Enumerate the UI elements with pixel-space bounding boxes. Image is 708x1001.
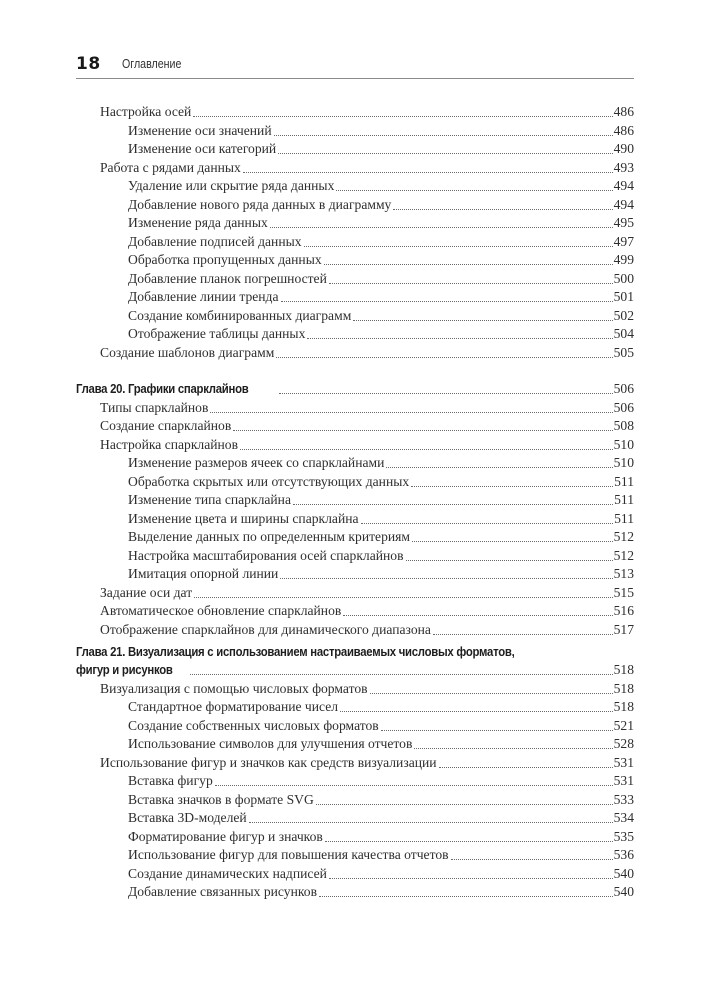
entry-title: Имитация опорной линии bbox=[128, 566, 279, 581]
entry-title: Изменение размеров ячеек со спарклайнами bbox=[128, 455, 385, 470]
page-number-ref: 495 bbox=[613, 215, 634, 230]
dot-leader bbox=[215, 785, 613, 786]
page-number-ref: 515 bbox=[613, 585, 634, 600]
entry-title: Стандартное форматирование чисел bbox=[128, 699, 339, 714]
page-number-ref: 486 bbox=[613, 123, 634, 138]
entry-title: Настройка спарклайнов bbox=[100, 437, 239, 452]
dot-leader bbox=[304, 246, 613, 247]
entry-title: фигур и рисунков bbox=[76, 662, 173, 677]
page-number-ref: 501 bbox=[613, 289, 634, 304]
dot-leader bbox=[276, 357, 612, 358]
page-number-ref: 497 bbox=[613, 234, 634, 249]
page-number: 18 bbox=[76, 54, 101, 74]
dot-leader bbox=[324, 264, 613, 265]
page-number-ref: 540 bbox=[613, 866, 634, 881]
dot-leader bbox=[319, 896, 613, 897]
toc-entry[interactable] bbox=[128, 772, 634, 790]
toc-entry[interactable] bbox=[128, 809, 634, 827]
page-number-ref: 540 bbox=[613, 884, 634, 899]
toc-entry[interactable] bbox=[100, 417, 634, 435]
dot-leader bbox=[340, 711, 613, 712]
page-number-ref: 502 bbox=[613, 308, 634, 323]
entry-title: Вставка 3D-моделей bbox=[128, 810, 247, 825]
toc-entry[interactable] bbox=[128, 883, 634, 901]
toc-entry[interactable] bbox=[128, 177, 634, 195]
page-number-ref: 531 bbox=[613, 755, 634, 770]
running-title: Оглавление bbox=[122, 56, 182, 71]
dot-leader bbox=[329, 283, 613, 284]
toc-entry[interactable] bbox=[100, 602, 634, 620]
toc-entry[interactable] bbox=[128, 251, 634, 269]
page-number-ref: 516 bbox=[613, 603, 634, 618]
page-number-ref: 494 bbox=[613, 197, 634, 212]
entry-title: Добавление линии тренда bbox=[128, 289, 279, 304]
toc-entry[interactable] bbox=[128, 510, 634, 528]
chapter-title-line: Глава 21. Визуализация с использованием настраиваемых числовых форматов, bbox=[76, 644, 515, 659]
entry-title: Работа с рядами данных bbox=[100, 160, 241, 175]
page-number-ref: 493 bbox=[613, 160, 634, 175]
dot-leader bbox=[194, 597, 612, 598]
page-number-ref: 521 bbox=[613, 718, 634, 733]
toc-entry[interactable] bbox=[128, 140, 634, 158]
dot-leader bbox=[193, 116, 612, 117]
dot-leader bbox=[270, 227, 613, 228]
page-number-ref: 504 bbox=[613, 326, 634, 341]
toc-entry[interactable] bbox=[100, 159, 634, 177]
page-number-ref: 510 bbox=[613, 437, 634, 452]
entry-title: Изменение цвета и ширины спарклайна bbox=[128, 511, 359, 526]
dot-leader bbox=[210, 412, 612, 413]
dot-leader bbox=[412, 541, 613, 542]
dot-leader bbox=[281, 301, 613, 302]
dot-leader bbox=[381, 730, 613, 731]
dot-leader bbox=[433, 634, 613, 635]
toc-entry[interactable] bbox=[128, 528, 634, 546]
dot-leader bbox=[386, 467, 612, 468]
dot-leader bbox=[414, 748, 612, 749]
toc-entry[interactable] bbox=[100, 680, 634, 698]
dot-leader bbox=[343, 615, 612, 616]
dot-leader bbox=[307, 338, 612, 339]
dot-leader bbox=[406, 560, 613, 561]
page-number-ref: 490 bbox=[613, 141, 634, 156]
entry-title: Задание оси дат bbox=[100, 585, 193, 600]
entry-title: Создание динамических надписей bbox=[128, 866, 327, 881]
entry-title: Обработка скрытых или отсутствующих данных bbox=[128, 474, 410, 489]
toc-entry[interactable] bbox=[128, 698, 634, 716]
toc-entry[interactable] bbox=[128, 828, 634, 846]
page-number-ref: 518 bbox=[613, 699, 634, 714]
page-number-ref: 505 bbox=[613, 345, 634, 360]
page-number-ref: 518 bbox=[613, 681, 634, 696]
toc-entry[interactable] bbox=[100, 621, 634, 639]
dot-leader bbox=[278, 153, 612, 154]
dot-leader bbox=[353, 320, 612, 321]
entry-title: Настройка осей bbox=[100, 104, 192, 119]
entry-title: Вставка значков в формате SVG bbox=[128, 792, 314, 807]
page-number-ref: 513 bbox=[613, 566, 634, 581]
entry-title: Добавление планок погрешностей bbox=[128, 271, 327, 286]
entry-title: Добавление подписей данных bbox=[128, 234, 302, 249]
toc-entry[interactable] bbox=[100, 436, 634, 454]
dot-leader bbox=[279, 393, 613, 394]
entry-title: Отображение спарклайнов для динамического диапазона bbox=[100, 622, 431, 637]
entry-title: Визуализация с помощью числовых форматов bbox=[100, 681, 368, 696]
entry-title: Использование фигур для повышения качества отчетов bbox=[128, 847, 449, 862]
page-number-ref: 536 bbox=[613, 847, 634, 862]
dot-leader bbox=[393, 209, 612, 210]
entry-title: Автоматическое обновление спарклайнов bbox=[100, 603, 342, 618]
toc-entry[interactable] bbox=[128, 846, 634, 864]
toc-entry[interactable] bbox=[100, 103, 634, 121]
dot-leader bbox=[329, 878, 613, 879]
toc-entry[interactable] bbox=[128, 307, 634, 325]
dot-leader bbox=[451, 859, 613, 860]
entry-title: Вставка фигур bbox=[128, 773, 213, 788]
dot-leader bbox=[316, 804, 613, 805]
entry-title: Отображение таблицы данных bbox=[128, 326, 306, 341]
toc-entry[interactable] bbox=[128, 491, 634, 509]
dot-leader bbox=[293, 504, 613, 505]
entry-title: Удаление или скрытие ряда данных bbox=[128, 178, 335, 193]
dot-leader bbox=[274, 135, 613, 136]
toc-entry[interactable] bbox=[128, 547, 634, 565]
entry-title: Типы спарклайнов bbox=[100, 400, 209, 415]
header-rule bbox=[76, 78, 634, 79]
toc-entry[interactable] bbox=[100, 584, 634, 602]
entry-title: Настройка масштабирования осей спарклайнов bbox=[128, 548, 404, 563]
dot-leader bbox=[240, 449, 613, 450]
toc-chapter-entry[interactable] bbox=[76, 380, 634, 398]
toc-entry[interactable] bbox=[128, 288, 634, 306]
page-number-ref: 533 bbox=[613, 792, 634, 807]
page-number-ref: 510 bbox=[613, 455, 634, 470]
entry-title: Использование символов для улучшения отчетов bbox=[128, 736, 413, 751]
entry-title: Создание собственных числовых форматов bbox=[128, 718, 379, 733]
entry-title: Форматирование фигур и значков bbox=[128, 829, 323, 844]
page-number-ref: 494 bbox=[613, 178, 634, 193]
toc-entry[interactable] bbox=[128, 233, 634, 251]
entry-title: Изменение ряда данных bbox=[128, 215, 268, 230]
page-number-ref: 486 bbox=[613, 104, 634, 119]
page-number-ref: 531 bbox=[613, 773, 634, 788]
toc-entry[interactable] bbox=[128, 717, 634, 735]
entry-title: Глава 20. Графики спарклайнов bbox=[76, 381, 249, 396]
dot-leader bbox=[336, 190, 612, 191]
entry-title: Изменение типа спарклайна bbox=[128, 492, 291, 507]
entry-title: Добавление связанных рисунков bbox=[128, 884, 317, 899]
toc-entry[interactable] bbox=[128, 865, 634, 883]
entry-title: Изменение оси категорий bbox=[128, 141, 277, 156]
page-header bbox=[76, 50, 634, 78]
page-number-ref: 535 bbox=[613, 829, 634, 844]
page-number-ref: 517 bbox=[613, 622, 634, 637]
toc-chapter-entry[interactable] bbox=[76, 661, 634, 679]
entry-title: Создание шаблонов диаграмм bbox=[100, 345, 275, 360]
entry-title: Обработка пропущенных данных bbox=[128, 252, 322, 267]
page-number-ref: 511 bbox=[614, 492, 634, 507]
dot-leader bbox=[361, 523, 614, 524]
page-number-ref: 506 bbox=[613, 381, 634, 396]
page-number-ref: 511 bbox=[614, 511, 634, 526]
toc-entry[interactable] bbox=[100, 344, 634, 362]
dot-leader bbox=[243, 172, 613, 173]
toc-entry[interactable] bbox=[128, 270, 634, 288]
toc-entry[interactable] bbox=[100, 754, 634, 772]
dot-leader bbox=[370, 693, 613, 694]
entry-title: Использование фигур и значков как средств визуализации bbox=[100, 755, 437, 770]
toc-entry[interactable] bbox=[128, 565, 634, 583]
toc-entry[interactable] bbox=[128, 196, 634, 214]
entry-title: Изменение оси значений bbox=[128, 123, 272, 138]
dot-leader bbox=[439, 767, 613, 768]
dot-leader bbox=[249, 822, 613, 823]
page-number-ref: 518 bbox=[613, 662, 634, 677]
toc-entry[interactable] bbox=[128, 735, 634, 753]
page-number-ref: 506 bbox=[613, 400, 634, 415]
page-number-ref: 508 bbox=[613, 418, 634, 433]
toc-entry[interactable] bbox=[128, 454, 634, 472]
page-number-ref: 500 bbox=[613, 271, 634, 286]
dot-leader bbox=[190, 674, 612, 675]
toc-entry[interactable] bbox=[128, 791, 634, 809]
page-number-ref: 512 bbox=[613, 529, 634, 544]
toc-entry[interactable] bbox=[128, 473, 634, 491]
entry-title: Выделение данных по определенным критериям bbox=[128, 529, 410, 544]
dot-leader bbox=[233, 430, 612, 431]
page-number-ref: 528 bbox=[613, 736, 634, 751]
page-number-ref: 511 bbox=[614, 474, 634, 489]
page-number-ref: 512 bbox=[613, 548, 634, 563]
page-number-ref: 499 bbox=[613, 252, 634, 267]
dot-leader bbox=[411, 486, 613, 487]
dot-leader bbox=[325, 841, 613, 842]
toc-entry[interactable] bbox=[128, 122, 634, 140]
entry-title: Создание спарклайнов bbox=[100, 418, 232, 433]
toc-entry[interactable] bbox=[100, 399, 634, 417]
dot-leader bbox=[280, 578, 612, 579]
toc-entry[interactable] bbox=[128, 325, 634, 343]
entry-title: Создание комбинированных диаграмм bbox=[128, 308, 352, 323]
entry-title: Добавление нового ряда данных в диаграмму bbox=[128, 197, 392, 212]
toc-entry[interactable] bbox=[128, 214, 634, 232]
page-number-ref: 534 bbox=[613, 810, 634, 825]
